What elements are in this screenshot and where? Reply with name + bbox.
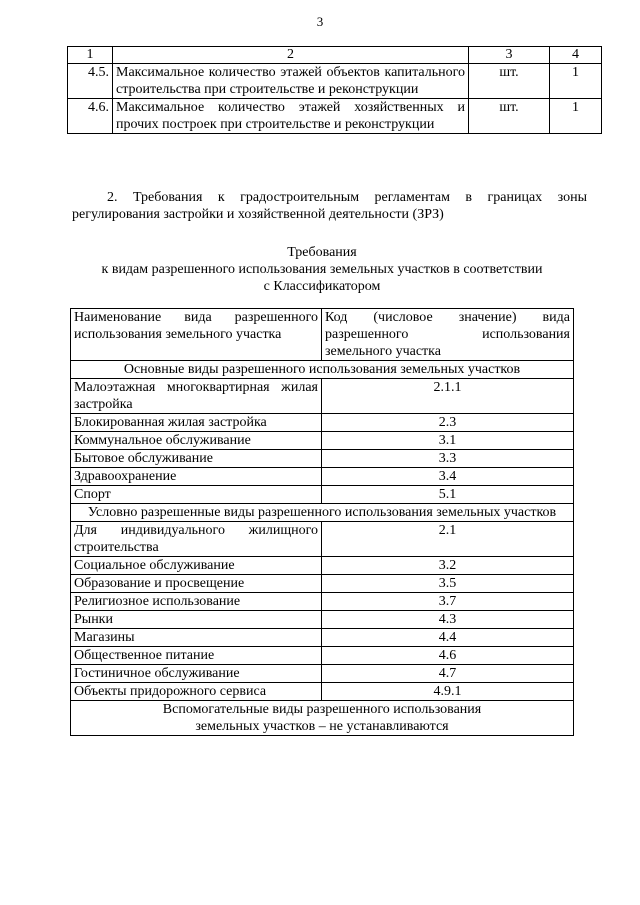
land-use-name: Бытовое обслуживание [71, 450, 322, 468]
land-use-code: 4.4 [322, 629, 574, 647]
land-use-code: 2.1 [322, 522, 574, 557]
section-row [71, 701, 574, 736]
land-use-code: 3.1 [322, 432, 574, 450]
section-row [71, 504, 574, 522]
land-use-code: 4.3 [322, 611, 574, 629]
table-row [71, 414, 574, 432]
row-unit: шт. [469, 99, 550, 134]
header-cell: 4 [550, 47, 602, 64]
parameters-table [67, 46, 602, 134]
table-row [71, 593, 574, 611]
column-header-code: Код (числовое значение) вида разрешенного использования земельного участка [322, 309, 574, 361]
section-paragraph: 2. Требования к градостроительным регламентам в границах зоны регулирования застройки и хозяйственной деятельности (ЗРЗ) [72, 190, 587, 222]
header-cell: 1 [68, 47, 113, 64]
table-row [68, 64, 602, 99]
land-use-name: Коммунальное обслуживание [71, 432, 322, 450]
land-use-code: 4.9.1 [322, 683, 574, 701]
header-cell: 2 [113, 47, 469, 64]
land-use-name: Здравоохранение [71, 468, 322, 486]
caption-line: Требования [287, 245, 357, 260]
section-auxiliary-line: земельных участков – не устанавливаются [195, 719, 449, 734]
section-main-title: Основные виды разрешенного использования земельных участков [71, 361, 574, 379]
table-row [71, 557, 574, 575]
land-use-name: Для индивидуального жилищного строительства [71, 522, 322, 557]
land-use-name: Рынки [71, 611, 322, 629]
table-row [71, 611, 574, 629]
header-cell: 3 [469, 47, 550, 64]
table-row [71, 468, 574, 486]
land-use-name: Социальное обслуживание [71, 557, 322, 575]
table-row [71, 575, 574, 593]
table-caption [72, 244, 572, 295]
caption-line: с Классификатором [263, 279, 381, 294]
table-row [71, 450, 574, 468]
table-row [71, 629, 574, 647]
page-number: 3 [316, 14, 324, 29]
land-use-code: 3.4 [322, 468, 574, 486]
column-header-name: Наименование вида разрешенного использования земельного участка [71, 309, 322, 361]
table-row [71, 683, 574, 701]
land-use-name: Спорт [71, 486, 322, 504]
row-text: Максимальное количество этажей объектов капитального строительства при строительстве и реконструкции [113, 64, 469, 99]
section-auxiliary-title [71, 701, 574, 736]
row-value: 1 [550, 99, 602, 134]
table-header-row [71, 309, 574, 361]
section-row [71, 361, 574, 379]
section-auxiliary-line: Вспомогательные виды разрешенного использования [162, 702, 482, 717]
land-use-code: 3.2 [322, 557, 574, 575]
land-use-name: Религиозное использование [71, 593, 322, 611]
land-use-table [70, 308, 574, 736]
table-row [71, 379, 574, 414]
table-row [68, 99, 602, 134]
caption-line: к видам разрешенного использования земельных участков в соответствии [101, 262, 543, 277]
land-use-code: 4.6 [322, 647, 574, 665]
land-use-code: 3.7 [322, 593, 574, 611]
row-value: 1 [550, 64, 602, 99]
land-use-name: Общественное питание [71, 647, 322, 665]
land-use-code: 3.5 [322, 575, 574, 593]
table-row [71, 647, 574, 665]
table-row [71, 522, 574, 557]
land-use-code: 2.1.1 [322, 379, 574, 414]
table-row [71, 486, 574, 504]
land-use-code: 2.3 [322, 414, 574, 432]
land-use-code: 3.3 [322, 450, 574, 468]
land-use-name: Блокированная жилая застройка [71, 414, 322, 432]
section-conditional-title: Условно разрешенные виды разрешенного использования земельных участков [71, 504, 574, 522]
row-number: 4.6. [68, 99, 113, 134]
land-use-name: Малоэтажная многоквартирная жилая застройка [71, 379, 322, 414]
land-use-code: 5.1 [322, 486, 574, 504]
row-unit: шт. [469, 64, 550, 99]
land-use-name: Объекты придорожного сервиса [71, 683, 322, 701]
land-use-name: Гостиничное обслуживание [71, 665, 322, 683]
land-use-code: 4.7 [322, 665, 574, 683]
row-text: Максимальное количество этажей хозяйственных и прочих построек при строительстве и реконструкции [113, 99, 469, 134]
table-row [71, 432, 574, 450]
table-header-row [68, 47, 602, 64]
land-use-name: Магазины [71, 629, 322, 647]
land-use-name: Образование и просвещение [71, 575, 322, 593]
row-number: 4.5. [68, 64, 113, 99]
table-row [71, 665, 574, 683]
